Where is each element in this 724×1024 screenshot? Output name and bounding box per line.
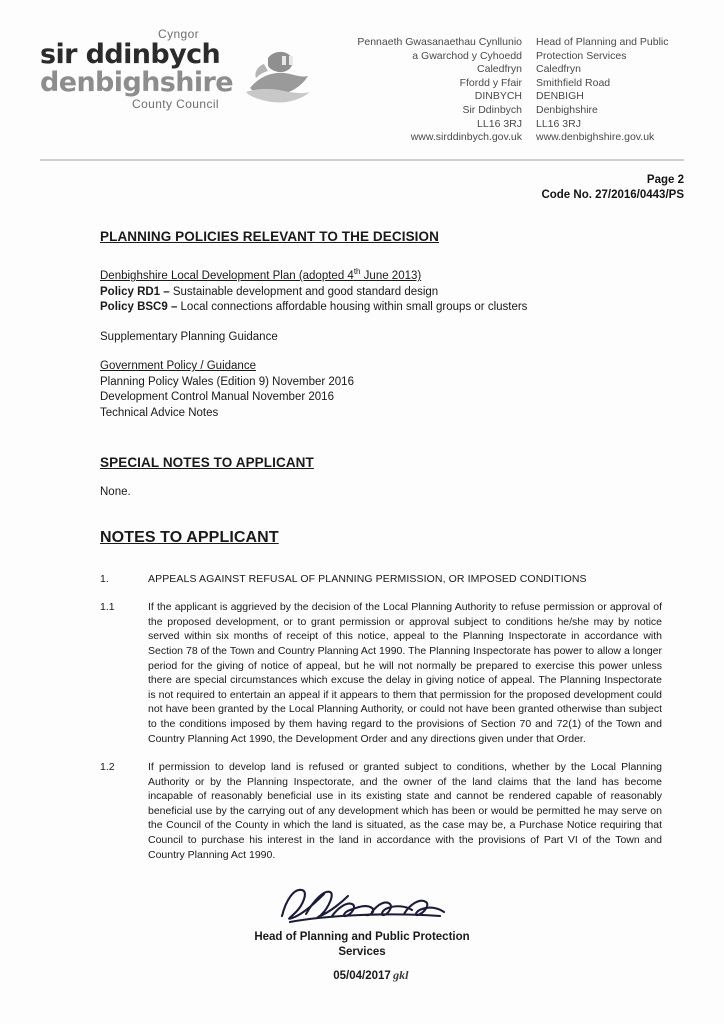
signatory-title-line2: Services — [338, 946, 386, 958]
address-english-line: Caledfryn — [536, 63, 581, 76]
planning-policies-title: PLANNING POLICIES RELEVANT TO THE DECISION — [100, 228, 439, 244]
page-header-info — [0, 161, 724, 203]
note-text: If permission to develop land is refused or granted subject to conditions, whether by the Local Planning Authority or by the Planning Inspectorate, and the owner of the land claims that the land has become incapable of reasonably beneficial use in its existing state and cannot be rendered capable of reasonably beneficial use by the carrying out of any development which has been or would be permitted he may serve on the Council of the County in which the land is situated, as the case may be, a Purchase Notice requiring that Council to purchase his interest in the land in accordance with the provisions of Part VI of the Town and Country Planning Act 1990. — [148, 761, 662, 861]
ldp-heading — [100, 264, 662, 284]
note-number: 1.1 — [100, 601, 115, 614]
address-welsh-line: DINBYCH — [474, 90, 522, 103]
address-welsh-line: Sir Ddinbych — [462, 103, 522, 116]
note-item — [100, 760, 662, 862]
note-number: 1.2 — [100, 761, 115, 774]
signature-date-text: 05/04/2017 — [333, 970, 391, 982]
page-number: Page 2 — [646, 173, 684, 186]
government-policy-heading: Government Policy / Guidance — [100, 360, 256, 373]
note-text: If the applicant is aggrieved by the decision of the Local Planning Authority to refuse permission or approval of the proposed development, or to grant permission or approval subject to conditions he/she may by notice served within six months of receipt of this notice, appeal to the Planning Inspectorate in accordance with Section 78 of the Town and Country Planning Act 1990. The Planning Inspectorate has power to allow a longer period for the giving of notice of appeal, but he will not normally be prepared to exercise this power unless there are special circumstances which excuse the delay in giving notice of appeal. The Planning Inspectorate is not required to entertain an appeal if it appears to them that permission for the proposed development could not have been granted by the Local Planning Authority, or could not have been granted otherwise than subject to the conditions imposed by them having regard to the provisions of Section 70 and 72(1) of the Town and Country Planning Act 1990, the Development Order and any directions given under that Order. — [148, 601, 662, 745]
signature-block — [0, 882, 724, 984]
address-welsh-line: LL16 3RJ — [477, 117, 522, 130]
signatory-title-line1: Head of Planning and Public Protection — [254, 931, 470, 943]
policy-rd1-label: Policy RD1 – — [100, 285, 170, 298]
note-item — [100, 600, 662, 746]
government-policy-group — [100, 359, 662, 421]
government-policy-line: Development Control Manual November 2016 — [100, 391, 334, 404]
signature-date — [333, 968, 409, 982]
note-item — [100, 572, 662, 587]
address-welsh-line: Ffordd y Ffair — [459, 76, 522, 89]
note-number: 1. — [100, 572, 109, 585]
address-english-line: Head of Planning and Public — [536, 36, 669, 48]
denbighshire-crest-icon — [238, 42, 318, 112]
policy-bsc9-text: Local connections affordable housing within small groups or clusters — [177, 301, 528, 314]
letterhead — [0, 0, 724, 145]
ldp-heading-pre: Denbighshire Local Development Plan (adopted 4 — [100, 270, 354, 283]
government-policy-line: Planning Policy Wales (Edition 9) November 2016 — [100, 375, 354, 388]
supplementary-guidance: Supplementary Planning Guidance — [100, 330, 278, 343]
council-logo — [40, 28, 340, 110]
ldp-heading-ordinal: th — [353, 267, 361, 277]
address-welsh-line: Caledfryn — [477, 63, 522, 76]
address-welsh — [340, 28, 522, 145]
handwritten-signature-icon — [0, 882, 724, 928]
note-text: APPEALS AGAINST REFUSAL OF PLANNING PERMISSION, OR IMPOSED CONDITIONS — [148, 572, 587, 585]
logo-welsh-name: sir ddinbych — [40, 39, 221, 70]
document-body — [0, 203, 724, 863]
notes-to-applicant-title: NOTES TO APPLICANT — [100, 529, 279, 547]
logo-council-text: County Council — [132, 97, 219, 112]
policy-rd1 — [100, 285, 662, 301]
signatory-title — [212, 930, 512, 960]
address-english-line: DENBIGH — [536, 90, 584, 103]
address-english-line: Denbighshire — [536, 103, 598, 116]
government-policy-line: Technical Advice Notes — [100, 406, 219, 419]
address-english-line: LL16 3RJ — [536, 117, 581, 130]
ldp-heading-post: June 2013) — [360, 270, 422, 283]
policy-bsc9 — [100, 300, 662, 316]
application-code: Code No. 27/2016/0443/PS — [541, 188, 684, 201]
address-welsh-website[interactable]: www.sirddinbych.gov.uk — [410, 131, 522, 144]
signature-initials: gkl — [393, 968, 409, 982]
special-notes-body: None. — [100, 485, 131, 498]
address-english-website[interactable]: www.denbighshire.gov.uk — [536, 131, 655, 144]
ldp-policy-group — [100, 264, 662, 315]
address-english-line: Protection Services — [536, 49, 627, 62]
address-welsh-line: a Gwarchod y Cyhoedd — [412, 49, 522, 62]
address-english-line: Smithfield Road — [536, 76, 611, 89]
address-welsh-line: Pennaeth Gwasanaethau Cynllunio — [357, 36, 522, 48]
special-notes-title: SPECIAL NOTES TO APPLICANT — [100, 455, 314, 471]
logo-cyngor-text: Cyngor — [158, 27, 200, 41]
policy-bsc9-label: Policy BSC9 – — [100, 301, 178, 314]
address-english — [522, 28, 706, 145]
policy-rd1-text: Sustainable development and good standard design — [169, 285, 439, 298]
supplementary-guidance-group — [100, 330, 662, 346]
logo-english-name: denbighshire — [40, 66, 233, 98]
